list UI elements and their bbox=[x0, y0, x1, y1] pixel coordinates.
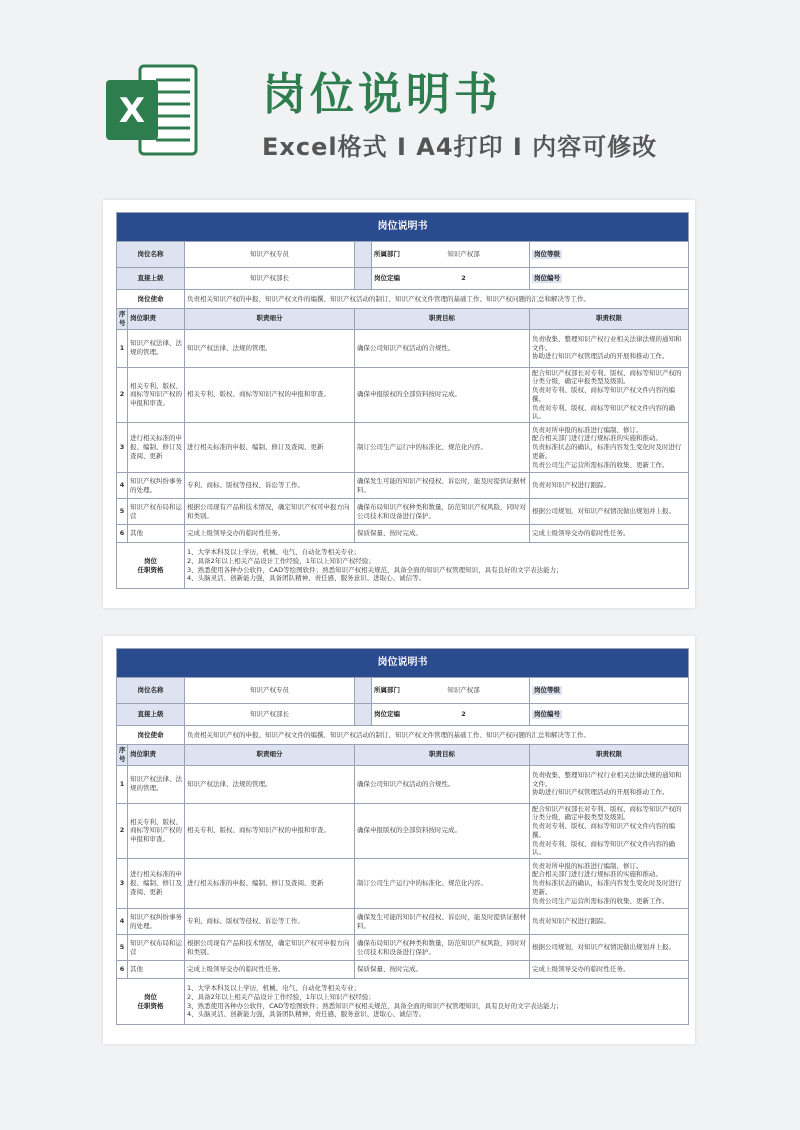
authority-line: 负责对所申报的标准进行编制、修订。 bbox=[532, 425, 643, 434]
row-seq: 5 bbox=[117, 935, 128, 961]
row-goal[interactable]: 制订公司生产运行中的标准化、规范化内容。 bbox=[355, 859, 530, 909]
row-detail[interactable]: 根据公司现有产品和技术情况，确定知识产权可申报方向和类别。 bbox=[185, 935, 355, 961]
label-staff: 岗位定编 bbox=[374, 274, 400, 283]
row-goal[interactable]: 确保申报版权的全部资料按时完成。 bbox=[355, 803, 530, 859]
excel-logo-icon bbox=[102, 60, 202, 160]
value-mission[interactable]: 负责相关知识产权的申报、知识产权文件的编撰、知识产权活动的制订、知识产权文件管理的基础工作、知识产权问题的汇总和解决等工作。 bbox=[185, 290, 689, 309]
value-staff[interactable] bbox=[372, 268, 530, 290]
row-duty[interactable]: 知识产权法律、法规的管理。 bbox=[128, 329, 185, 367]
row-goal[interactable]: 确保布局知识产权种类和数量，防范知识产权风险，同时对公司技术和设备进行保护。 bbox=[355, 935, 530, 961]
row-detail[interactable]: 完成上级领导交办的临时性任务。 bbox=[185, 525, 355, 543]
label-post-name: 岗位名称 bbox=[117, 242, 185, 268]
row-goal[interactable]: 制订公司生产运行中的标准化、规范化内容。 bbox=[355, 423, 530, 473]
label-superior: 直接上级 bbox=[117, 268, 185, 290]
authority-line: 负责对知识产权进行跟踪。 bbox=[532, 917, 610, 926]
authority-line: 完成上级领导交办的临时性任务。 bbox=[532, 529, 630, 538]
sheet-preview-1 bbox=[103, 200, 695, 608]
qualification-line: 4、头脑灵活、创新能力强，具备团队精神、责任感、服务意识、进取心、诚信等。 bbox=[187, 1010, 426, 1019]
value-code[interactable] bbox=[530, 704, 689, 726]
row-duty[interactable]: 知识产权纠纷事务的处理。 bbox=[128, 473, 185, 499]
authority-line: 负责公司生产运营所需标准的收集、更新工作。 bbox=[532, 896, 669, 905]
qualification-line: 1、大学本科及以上学历，机械、电气、自动化等相关专业； bbox=[187, 548, 361, 557]
table-row bbox=[117, 765, 689, 803]
row-authority[interactable] bbox=[530, 473, 689, 499]
row-detail[interactable]: 专利、商标、版权等侵权、诉讼等工作。 bbox=[185, 473, 355, 499]
table-row bbox=[117, 909, 689, 935]
row-detail[interactable]: 相关专利、版权、商标等知识产权的申报和审查。 bbox=[185, 803, 355, 859]
row-detail[interactable]: 根据公司现有产品和技术情况，确定知识产权可申报方向和类别。 bbox=[185, 499, 355, 525]
value-dept-text: 知识产权部 bbox=[447, 250, 480, 259]
row-authority[interactable] bbox=[530, 961, 689, 979]
qualification-line: 2、具备2年以上相关产品设计工作经验，1年以上知识产权经验； bbox=[187, 556, 375, 565]
row-duty[interactable]: 其他 bbox=[128, 961, 185, 979]
label-dept-a bbox=[355, 678, 372, 704]
label-staff-a bbox=[355, 268, 372, 290]
row-duty[interactable]: 进行相关标准的申报、编制、修订及查阅、更新 bbox=[128, 423, 185, 473]
authority-line: 配合相关部门进行进行规标准的实施和推动。 bbox=[532, 434, 662, 443]
row-seq: 1 bbox=[117, 329, 128, 367]
sheet-preview-2 bbox=[103, 636, 695, 1044]
row-goal[interactable]: 保质保量、按时完成。 bbox=[355, 525, 530, 543]
authority-line: 负责对专利、版权、商标等知识产权文件内容的编撰。 bbox=[532, 386, 675, 403]
table-row bbox=[117, 859, 689, 909]
label-qualification bbox=[117, 979, 185, 1025]
table-row bbox=[117, 329, 689, 367]
table-title: 岗位说明书 bbox=[117, 649, 689, 678]
page-header bbox=[0, 0, 800, 185]
qualification-line: 3、熟悉使用各种办公软件，CAD等绘图软件；熟悉知识产权相关规范，具备全面的知识产权管理知识，具有良好的文字表达能力； bbox=[187, 565, 563, 574]
row-goal[interactable]: 确保布局知识产权种类和数量，防范知识产权风险，同时对公司技术和设备进行保护。 bbox=[355, 499, 530, 525]
row-goal[interactable]: 确保公司知识产权活动的合规性。 bbox=[355, 329, 530, 367]
authority-line: 负责收集、整理知识产权行业相关法律法规的通知和文件。 bbox=[532, 334, 682, 352]
col-header-goal: 职责目标 bbox=[355, 309, 530, 330]
row-seq: 6 bbox=[117, 961, 128, 979]
qualification-line: 3、熟悉使用各种办公软件，CAD等绘图软件；熟悉知识产权相关规范，具备全面的知识产权管理知识，具有良好的文字表达能力； bbox=[187, 1001, 563, 1010]
row-detail[interactable]: 进行相关标准的申报、编制、修订及查阅、更新 bbox=[185, 423, 355, 473]
label-qualification bbox=[117, 543, 185, 589]
value-staff-text: 2 bbox=[461, 710, 466, 719]
row-authority[interactable] bbox=[530, 423, 689, 473]
qual-label-line: 岗位 bbox=[144, 992, 157, 1001]
label-superior: 直接上级 bbox=[117, 704, 185, 726]
row-authority[interactable] bbox=[530, 499, 689, 525]
col-header-seq: 序号 bbox=[117, 745, 128, 766]
row-detail[interactable]: 知识产权法律、法规的管理。 bbox=[185, 329, 355, 367]
row-goal[interactable]: 保质保量、按时完成。 bbox=[355, 961, 530, 979]
value-code[interactable] bbox=[530, 268, 689, 290]
authority-line: 负责对专利、版权、商标等知识产权文件内容的确认。 bbox=[532, 403, 675, 421]
value-dept[interactable] bbox=[372, 242, 530, 268]
row-seq: 2 bbox=[117, 367, 128, 423]
row-goal[interactable]: 确保发生可能的知识产权侵权、诉讼时，能及时提供证据材料。 bbox=[355, 909, 530, 935]
qualification-line: 2、具备2年以上相关产品设计工作经验，1年以上知识产权经验； bbox=[187, 992, 375, 1001]
qualification-line: 4、头脑灵活、创新能力强，具备团队精神、责任感、服务意识、进取心、诚信等。 bbox=[187, 574, 426, 583]
label-staff-a bbox=[355, 704, 372, 726]
authority-line: 完成上级领导交办的临时性任务。 bbox=[532, 965, 630, 974]
row-detail[interactable]: 知识产权法律、法规的管理。 bbox=[185, 765, 355, 803]
authority-line: 根据公司规划，对知识产权情况做出规划并上报。 bbox=[532, 507, 675, 516]
row-authority[interactable] bbox=[530, 525, 689, 543]
row-detail[interactable]: 完成上级领导交办的临时性任务。 bbox=[185, 961, 355, 979]
row-goal[interactable]: 确保申报版权的全部资料按时完成。 bbox=[355, 367, 530, 423]
row-duty[interactable]: 知识产权法律、法规的管理。 bbox=[128, 765, 185, 803]
label-dept: 所属部门 bbox=[374, 686, 400, 695]
row-detail[interactable]: 专利、商标、版权等侵权、诉讼等工作。 bbox=[185, 909, 355, 935]
svg-text:X: X bbox=[118, 91, 146, 131]
table-row bbox=[117, 803, 689, 859]
row-seq: 4 bbox=[117, 473, 128, 499]
row-authority[interactable] bbox=[530, 765, 689, 803]
table-row bbox=[117, 367, 689, 423]
row-goal[interactable]: 确保公司知识产权活动的合规性。 bbox=[355, 765, 530, 803]
row-duty[interactable]: 相关专利、版权、商标等知识产权的申报和审查。 bbox=[128, 367, 185, 423]
col-header-detail: 职责细分 bbox=[185, 745, 355, 766]
label-mission: 岗位使命 bbox=[117, 290, 185, 309]
value-mission[interactable]: 负责相关知识产权的申报、知识产权文件的编撰、知识产权活动的制订、知识产权文件管理的基础工作、知识产权问题的汇总和解决等工作。 bbox=[185, 726, 689, 745]
authority-line: 配合知识产权部长对专利、版权、商标等知识产权的分类分级，确定申报类型及级别。 bbox=[532, 804, 682, 822]
table-row bbox=[117, 499, 689, 525]
col-header-authority: 职责权限 bbox=[530, 309, 689, 330]
label-code: 岗位编号 bbox=[534, 274, 560, 283]
row-authority[interactable] bbox=[530, 935, 689, 961]
row-detail[interactable]: 相关专利、版权、商标等知识产权的申报和审查。 bbox=[185, 367, 355, 423]
value-staff[interactable] bbox=[372, 704, 530, 726]
authority-line: 协助进行知识产权管理活动的开展和推动工作。 bbox=[532, 352, 669, 361]
table-row bbox=[117, 473, 689, 499]
value-grade[interactable] bbox=[530, 242, 689, 268]
value-post-name[interactable]: 知识产权专员 bbox=[185, 678, 355, 704]
page-title: 岗位说明书 bbox=[262, 69, 502, 120]
row-authority[interactable] bbox=[530, 909, 689, 935]
col-header-detail: 职责细分 bbox=[185, 309, 355, 330]
col-header-duty: 岗位职责 bbox=[128, 309, 185, 330]
row-duty[interactable]: 知识产权布局和运营 bbox=[128, 935, 185, 961]
table-title: 岗位说明书 bbox=[117, 213, 689, 242]
row-seq: 3 bbox=[117, 423, 128, 473]
label-grade: 岗位等级 bbox=[534, 250, 560, 259]
label-grade: 岗位等级 bbox=[534, 686, 560, 695]
authority-line: 负责标准状态的确认，标准内容发生变化时及时进行更新。 bbox=[532, 879, 682, 896]
row-duty[interactable]: 进行相关标准的申报、编制、修订及查阅、更新 bbox=[128, 859, 185, 909]
authority-line: 负责收集、整理知识产权行业相关法律法规的通知和文件。 bbox=[532, 770, 682, 788]
row-duty[interactable]: 知识产权布局和运营 bbox=[128, 499, 185, 525]
qual-label-line: 任职资格 bbox=[137, 1001, 164, 1010]
col-header-goal: 职责目标 bbox=[355, 745, 530, 766]
value-qualification[interactable] bbox=[185, 979, 689, 1025]
col-header-authority: 职责权限 bbox=[530, 745, 689, 766]
row-duty[interactable]: 其他 bbox=[128, 525, 185, 543]
value-qualification[interactable] bbox=[185, 543, 689, 589]
qualification-line: 1、大学本科及以上学历，机械、电气、自动化等相关专业； bbox=[187, 984, 361, 993]
authority-line: 配合相关部门进行进行规标准的实施和推动。 bbox=[532, 870, 662, 879]
table-row bbox=[117, 935, 689, 961]
authority-line: 配合知识产权部长对专利、版权、商标等知识产权的分类分级，确定申报类型及级别。 bbox=[532, 368, 682, 386]
authority-line: 负责对所申报的标准进行编制、修订。 bbox=[532, 861, 643, 870]
table-row bbox=[117, 961, 689, 979]
value-post-name[interactable]: 知识产权专员 bbox=[185, 242, 355, 268]
row-seq: 3 bbox=[117, 859, 128, 909]
row-authority[interactable] bbox=[530, 329, 689, 367]
label-dept: 所属部门 bbox=[374, 250, 400, 259]
label-dept-a bbox=[355, 242, 372, 268]
col-header-seq: 序号 bbox=[117, 309, 128, 330]
job-description-table bbox=[116, 212, 688, 589]
label-mission: 岗位使命 bbox=[117, 726, 185, 745]
row-seq: 5 bbox=[117, 499, 128, 525]
row-duty[interactable]: 相关专利、版权、商标等知识产权的申报和审查。 bbox=[128, 803, 185, 859]
qual-label-line: 岗位 bbox=[144, 556, 157, 565]
table-row bbox=[117, 525, 689, 543]
col-header-duty: 岗位职责 bbox=[128, 745, 185, 766]
label-code: 岗位编号 bbox=[534, 710, 560, 719]
value-superior[interactable]: 知识产权部长 bbox=[185, 268, 355, 290]
row-seq: 6 bbox=[117, 525, 128, 543]
label-staff: 岗位定编 bbox=[374, 710, 400, 719]
authority-line: 负责对知识产权进行跟踪。 bbox=[532, 481, 610, 490]
row-authority[interactable] bbox=[530, 367, 689, 423]
authority-line: 负责对专利、版权、商标等知识产权文件内容的确认。 bbox=[532, 839, 675, 857]
row-goal[interactable]: 确保发生可能的知识产权侵权、诉讼时，能及时提供证据材料。 bbox=[355, 473, 530, 499]
value-staff-text: 2 bbox=[461, 274, 466, 283]
label-post-name: 岗位名称 bbox=[117, 678, 185, 704]
authority-line: 负责标准状态的确认，标准内容发生变化时及时进行更新。 bbox=[532, 443, 682, 460]
qual-label-line: 任职资格 bbox=[137, 565, 164, 574]
row-seq: 1 bbox=[117, 765, 128, 803]
authority-line: 协助进行知识产权管理活动的开展和推动工作。 bbox=[532, 788, 669, 797]
authority-line: 负责对专利、版权、商标等知识产权文件内容的编撰。 bbox=[532, 822, 675, 839]
page-subtitle: Excel格式 I A4打印 I 内容可修改 bbox=[262, 133, 658, 161]
authority-line: 负责公司生产运营所需标准的收集、更新工作。 bbox=[532, 460, 669, 469]
row-authority[interactable] bbox=[530, 803, 689, 859]
table-row bbox=[117, 423, 689, 473]
job-description-table bbox=[116, 648, 688, 1025]
value-dept[interactable] bbox=[372, 678, 530, 704]
authority-line: 根据公司规划，对知识产权情况做出规划并上报。 bbox=[532, 943, 675, 952]
row-duty[interactable]: 知识产权纠纷事务的处理。 bbox=[128, 909, 185, 935]
row-authority[interactable] bbox=[530, 859, 689, 909]
row-detail[interactable]: 进行相关标准的申报、编制、修订及查阅、更新 bbox=[185, 859, 355, 909]
row-seq: 4 bbox=[117, 909, 128, 935]
value-grade[interactable] bbox=[530, 678, 689, 704]
value-dept-text: 知识产权部 bbox=[447, 686, 480, 695]
value-superior[interactable]: 知识产权部长 bbox=[185, 704, 355, 726]
row-seq: 2 bbox=[117, 803, 128, 859]
